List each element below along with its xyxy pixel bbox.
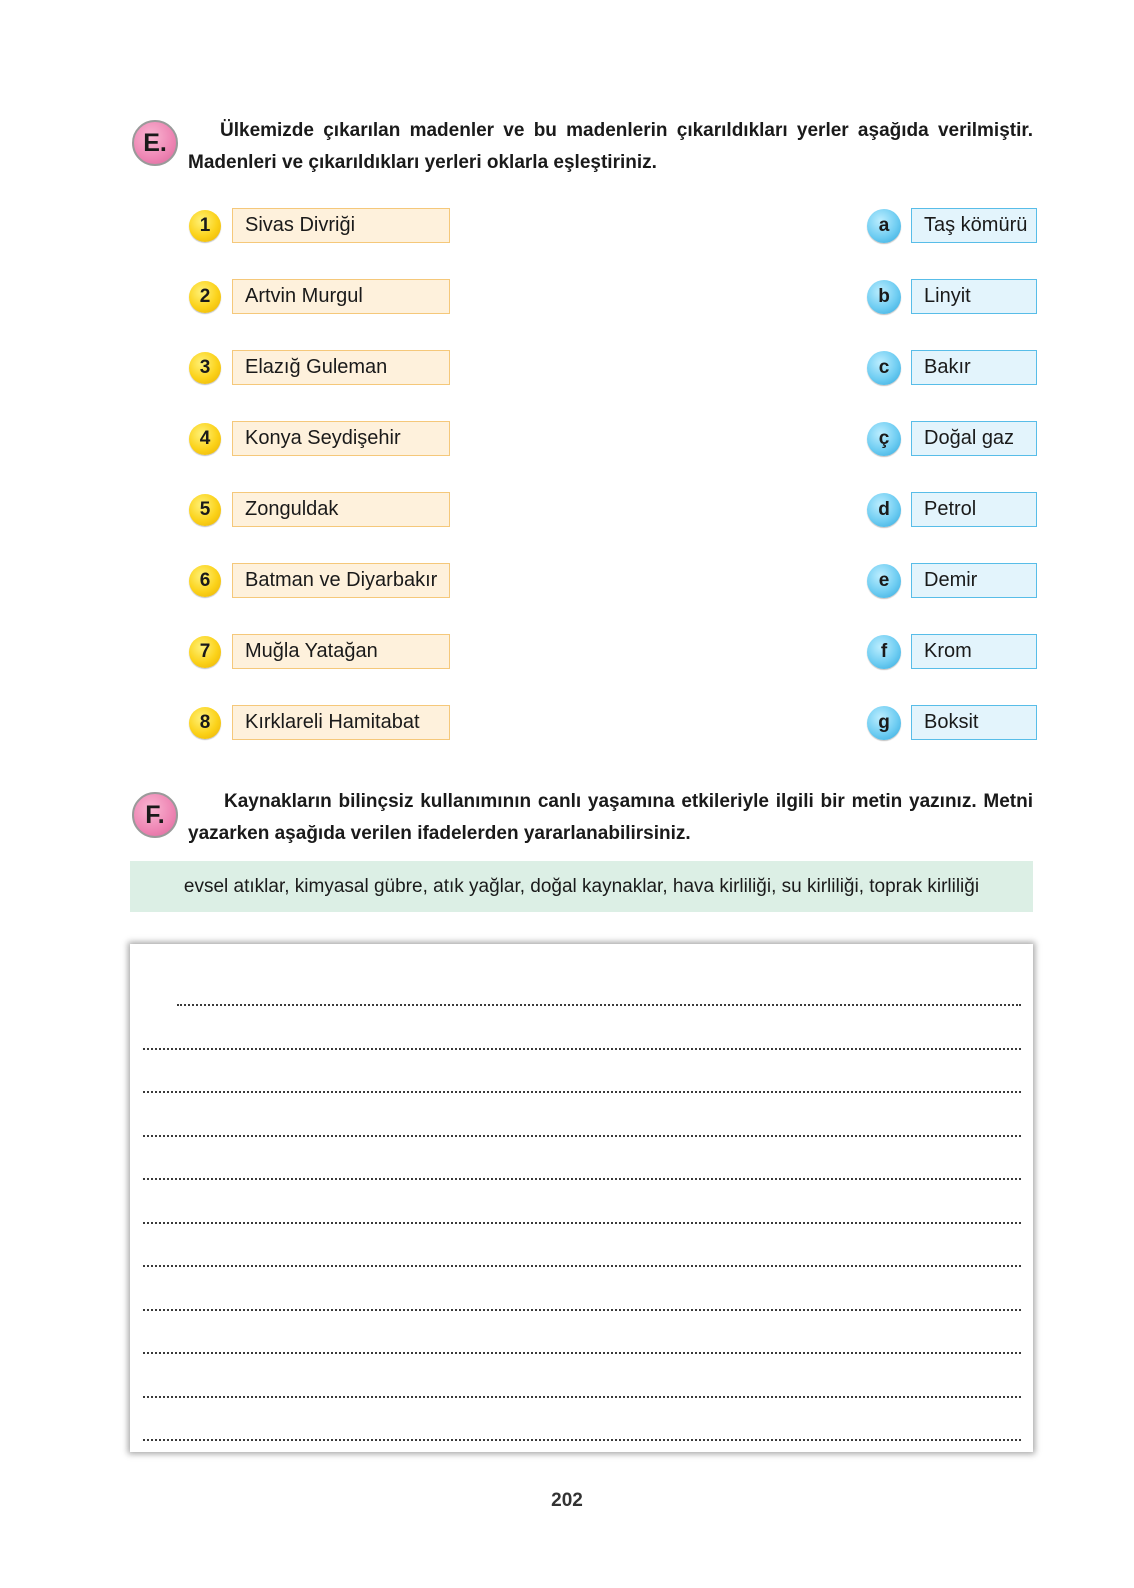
place-box[interactable]: Kırklareli Hamitabat [232, 705, 450, 740]
writing-line[interactable] [143, 1439, 1021, 1441]
place-number-badge[interactable]: 6 [189, 565, 221, 597]
place-box[interactable]: Sivas Divriği [232, 208, 450, 243]
place-number-badge[interactable]: 1 [189, 210, 221, 242]
phrase-hint-band [130, 861, 1033, 912]
mineral-box[interactable]: Taş kömürü [911, 208, 1037, 243]
mineral-letter-badge[interactable]: a [867, 209, 901, 243]
writing-line[interactable] [143, 1309, 1021, 1311]
mineral-letter-badge[interactable]: ç [867, 422, 901, 456]
mineral-box[interactable]: Bakır [911, 350, 1037, 385]
writing-line[interactable] [143, 1396, 1021, 1398]
writing-line[interactable] [143, 1135, 1021, 1137]
place-box[interactable]: Batman ve Diyarbakır [232, 563, 450, 598]
section-e-instruction: Ülkemizde çıkarılan madenler ve bu madenlerin çıkarıldıkları yerler aşağıda verilmiştir. Madenleri ve çıkarıldıkları yerleri oklarla eşleştiriniz. [188, 120, 1033, 173]
place-box[interactable]: Elazığ Guleman [232, 350, 450, 385]
writing-area[interactable] [130, 944, 1033, 1452]
writing-line[interactable] [143, 1265, 1021, 1267]
writing-line[interactable] [143, 1048, 1021, 1050]
section-f-instruction: Kaynakların bilinçsiz kullanımının canlı yaşamına etkileriyle ilgili bir metin yazınız. Metni yazarken aşağıda verilen ifadelerden yararlanabilirsiniz. [188, 791, 1033, 844]
place-number-badge[interactable]: 8 [189, 707, 221, 739]
mineral-box[interactable]: Krom [911, 634, 1037, 669]
page-number: 202 [551, 1490, 583, 1511]
mineral-letter-badge[interactable]: g [867, 706, 901, 740]
writing-line[interactable] [143, 1091, 1021, 1093]
place-box[interactable]: Artvin Murgul [232, 279, 450, 314]
mineral-letter-badge[interactable]: f [867, 635, 901, 669]
writing-line[interactable] [143, 1178, 1021, 1180]
mineral-box[interactable]: Doğal gaz [911, 421, 1037, 456]
section-f-badge: F. [132, 792, 178, 838]
place-box[interactable]: Muğla Yatağan [232, 634, 450, 669]
mineral-box[interactable]: Linyit [911, 279, 1037, 314]
section-e-badge: E. [132, 120, 178, 166]
writing-line[interactable] [143, 1222, 1021, 1224]
mineral-letter-badge[interactable]: c [867, 351, 901, 385]
place-number-badge[interactable]: 7 [189, 636, 221, 668]
mineral-box[interactable]: Boksit [911, 705, 1037, 740]
place-number-badge[interactable]: 4 [189, 423, 221, 455]
place-box[interactable]: Konya Seydişehir [232, 421, 450, 456]
phrase-hint-text: evsel atıklar, kimyasal gübre, atık yağlar, doğal kaynaklar, hava kirliliği, su kirliliği, toprak kirliliği [183, 875, 980, 897]
place-box[interactable]: Zonguldak [232, 492, 450, 527]
mineral-letter-badge[interactable]: d [867, 493, 901, 527]
writing-line[interactable] [143, 1352, 1021, 1354]
writing-line[interactable] [177, 1004, 1021, 1006]
mineral-box[interactable]: Demir [911, 563, 1037, 598]
mineral-box[interactable]: Petrol [911, 492, 1037, 527]
place-number-badge[interactable]: 2 [189, 281, 221, 313]
place-number-badge[interactable]: 5 [189, 494, 221, 526]
place-number-badge[interactable]: 3 [189, 352, 221, 384]
mineral-letter-badge[interactable]: e [867, 564, 901, 598]
mineral-letter-badge[interactable]: b [867, 280, 901, 314]
